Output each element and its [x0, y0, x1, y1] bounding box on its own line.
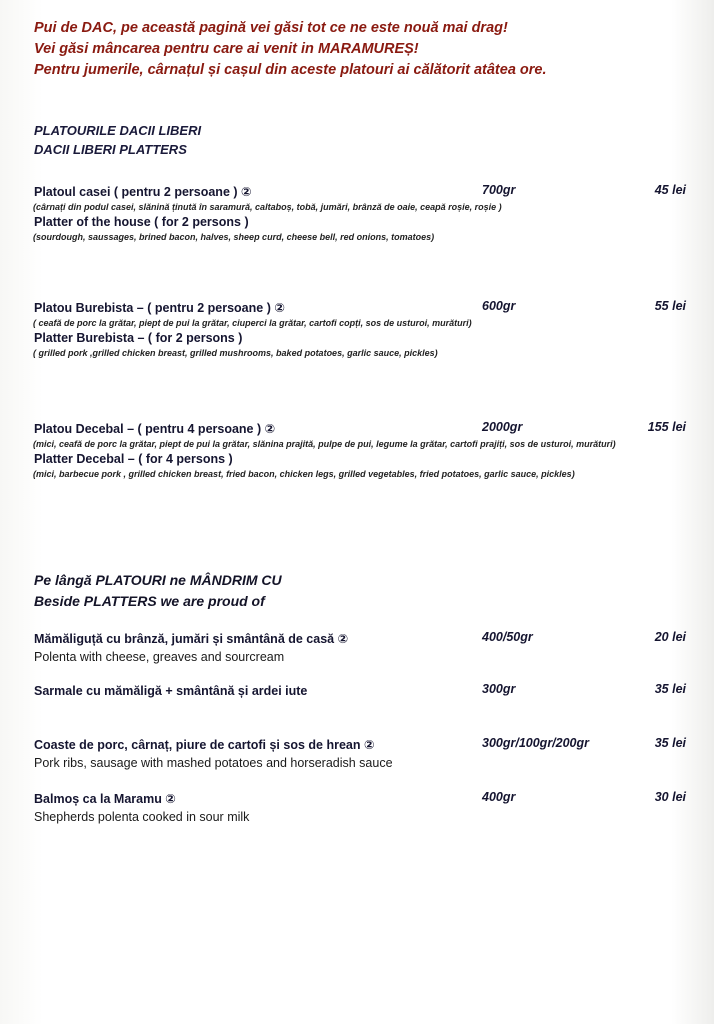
platters-title-en: DACII LIBERI PLATTERS — [34, 142, 187, 157]
item-price: 35 lei — [654, 736, 686, 750]
intro-text — [34, 18, 547, 81]
item-price: 55 lei — [654, 299, 686, 313]
item-desc-en: (mici, barbecue pork , grilled chicken breast, fried bacon, chicken legs, grilled vegetables, fried potatoes, garlic sauce, pickles) — [33, 469, 575, 479]
item-weight: 400gr — [482, 790, 516, 804]
item-weight: 300gr/100gr/200gr — [482, 736, 590, 750]
item-price: 155 lei — [647, 420, 686, 434]
intro-line-3: Pentru jumerile, cârnațul și cașul din aceste platouri ai călătorit atâtea ore. — [34, 62, 547, 78]
item-name-en: Platter of the house ( for 2 persons ) — [34, 215, 249, 229]
item-name-en: Pork ribs, sausage with mashed potatoes and horseradish sauce — [34, 756, 393, 770]
item-desc-ro: (mici, ceafă de porc la grătar, piept de pui la grătar, slănina prajită, pulpe de pui, legume la grătar, cartofi prajiți, sos de usturoi, murături) — [33, 439, 616, 449]
item-price: 35 lei — [654, 682, 686, 696]
item-name-ro: Balmoș ca la Maramu ② — [34, 792, 176, 806]
item-desc-ro: (cârnați din podul casei, slănină ținută în saramură, caltaboș, tobă, jumări, brânză de oaie, ceapă roșie, roșie ) — [33, 202, 502, 212]
item-name-ro: Platou Burebista – ( pentru 2 persoane ) ② — [34, 301, 285, 315]
item-weight: 600gr — [482, 299, 516, 313]
dish-item-sarmale — [34, 682, 686, 700]
platters-section-title — [34, 121, 201, 159]
dish-item-balmos — [34, 790, 686, 826]
item-desc-ro: ( ceafă de porc la grătar, piept de pui la grătar, ciuperci la grătar, cartofi copți, sos de usturoi, murături) — [33, 318, 472, 328]
beside-section-title — [34, 570, 282, 612]
platter-item-decebal — [34, 420, 686, 480]
item-name-ro: Platoul casei ( pentru 2 persoane ) ② — [34, 185, 252, 199]
intro-line-2: Vei găsi mâncarea pentru care ai venit in MARAMUREȘ! — [34, 41, 419, 57]
platter-item-casei — [34, 183, 686, 243]
platter-item-burebista — [34, 299, 686, 359]
item-weight: 700gr — [482, 183, 516, 197]
item-weight: 300gr — [482, 682, 516, 696]
item-name-ro: Platou Decebal – ( pentru 4 persoane ) ② — [34, 422, 276, 436]
dish-item-mamaliguta — [34, 630, 686, 666]
platters-title-ro: PLATOURILE DACII LIBERI — [34, 123, 202, 138]
item-name-ro: Sarmale cu mămăligă + smântână și ardei iute — [34, 684, 308, 698]
item-name-en: Polenta with cheese, greaves and sourcream — [34, 650, 285, 664]
beside-title-en: Beside PLATTERS we are proud of — [34, 593, 265, 609]
item-weight: 2000gr — [482, 420, 523, 434]
item-name-en: Platter Decebal – ( for 4 persons ) — [34, 452, 233, 466]
item-desc-en: (sourdough, saussages, brined bacon, halves, sheep curd, cheese bell, red onions, tomatoes) — [33, 232, 435, 242]
intro-line-1: Pui de DAC, pe această pagină vei găsi tot ce ne este nouă mai drag! — [34, 20, 508, 36]
item-weight: 400/50gr — [482, 630, 533, 644]
beside-title-ro: Pe lângă PLATOURI ne MÂNDRIM CU — [34, 572, 282, 588]
item-name-ro: Mămăliguță cu brânză, jumări și smântână de casă ② — [34, 632, 349, 646]
item-name-ro: Coaste de porc, cârnaț, piure de cartofi și sos de hrean ② — [34, 738, 375, 752]
item-desc-en: ( grilled pork ,grilled chicken breast, grilled mushrooms, baked potatoes, garlic sauce, pickles) — [33, 348, 438, 358]
item-price: 30 lei — [654, 790, 686, 804]
dish-item-coaste — [34, 736, 686, 772]
item-price: 45 lei — [654, 183, 686, 197]
item-name-en: Shepherds polenta cooked in sour milk — [34, 810, 250, 824]
item-name-en: Platter Burebista – ( for 2 persons ) — [34, 331, 243, 345]
item-price: 20 lei — [654, 630, 686, 644]
